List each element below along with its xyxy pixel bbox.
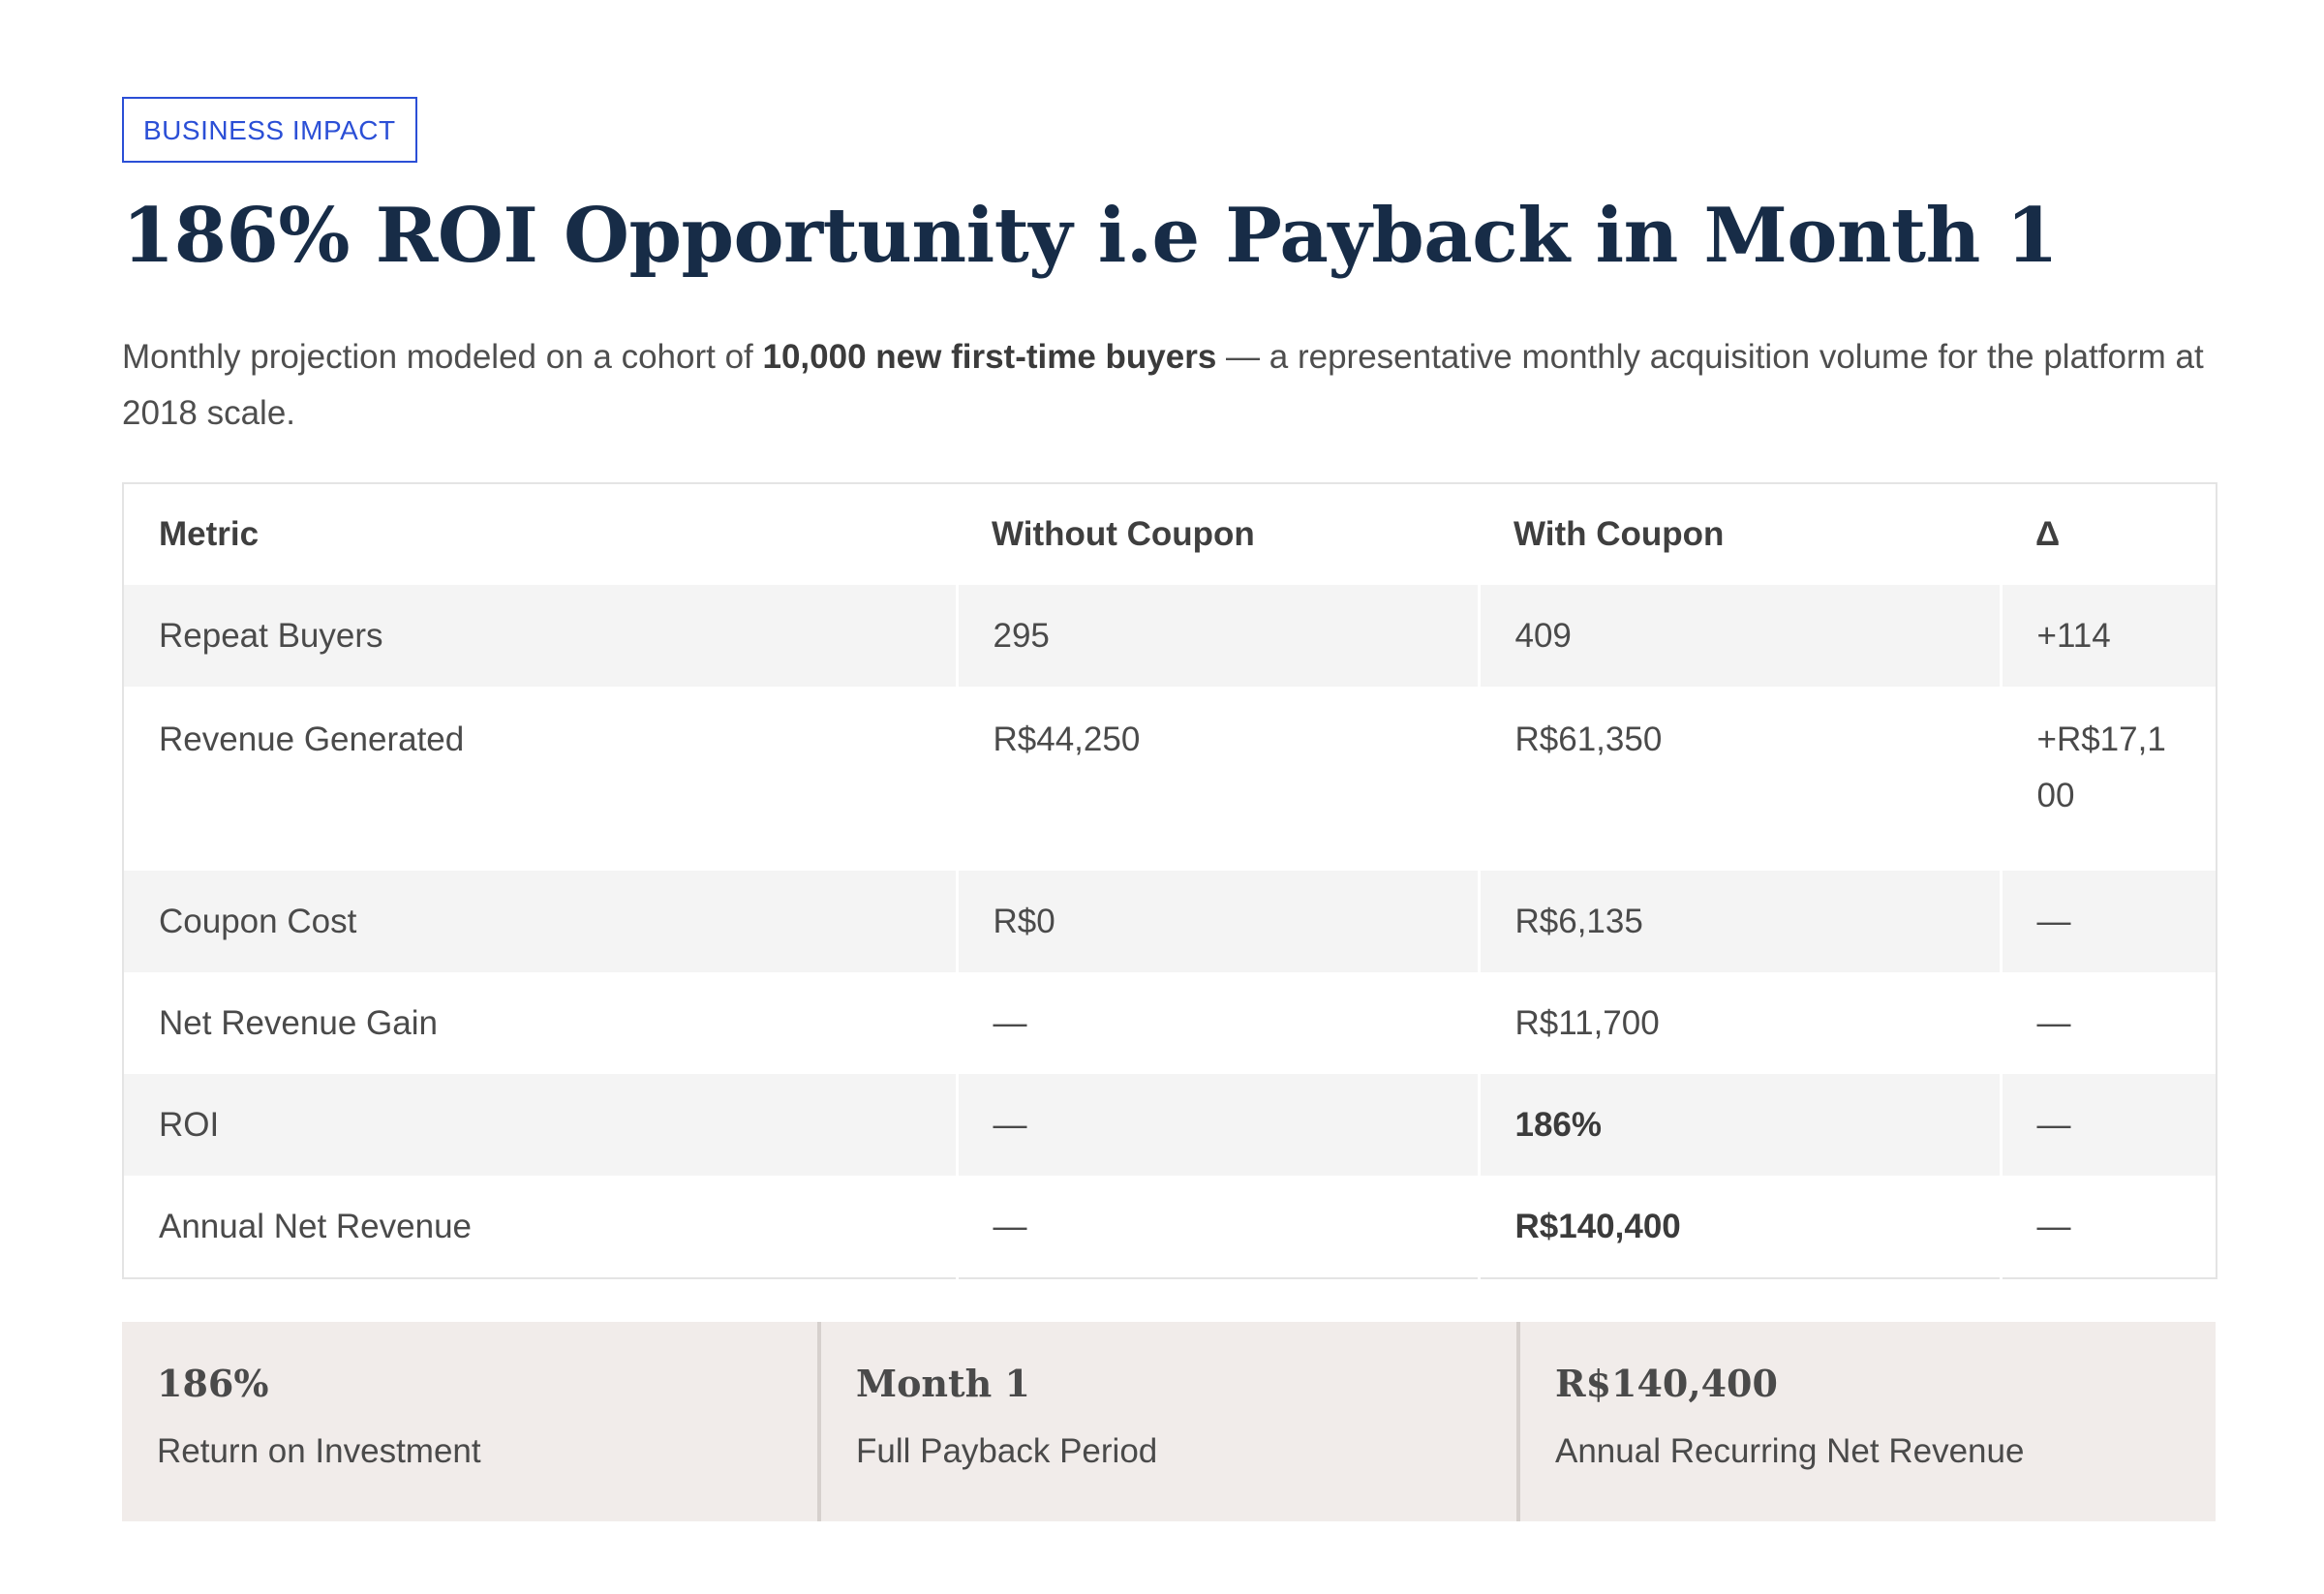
column-header-delta: Δ (2001, 483, 2217, 585)
without-coupon-cell: — (957, 1176, 1479, 1278)
without-coupon-cell: — (957, 972, 1479, 1074)
kpi-card-annual-revenue (1516, 1322, 2216, 1521)
kpi-value: R$140,400 (1555, 1362, 1778, 1405)
delta-cell: +R$17,100 (2001, 687, 2217, 871)
metrics-table (122, 482, 2217, 1279)
kpi-strip (122, 1322, 2216, 1521)
delta-cell: +114 (2001, 585, 2217, 687)
metric-cell: Revenue Generated (159, 720, 465, 758)
delta-cell: — (2001, 871, 2217, 972)
kpi-card-roi (122, 1322, 817, 1521)
delta-cell: — (2001, 1176, 2217, 1278)
with-coupon-cell: R$6,135 (1479, 871, 2001, 972)
table-row (123, 1074, 2217, 1176)
with-coupon-cell: 186% (1479, 1074, 2001, 1176)
with-coupon-cell: R$140,400 (1479, 1176, 2001, 1278)
with-coupon-cell: R$61,350 (1479, 687, 2001, 871)
intro-emphasis: 10,000 new first-time buyers (762, 338, 1217, 376)
intro-paragraph (122, 329, 2214, 442)
column-header-with-coupon: With Coupon (1479, 483, 2001, 585)
kpi-label: Full Payback Period (856, 1432, 1158, 1470)
intro-text-after: — a representative monthly acquisition volume for the platform at 2018 scale. (122, 338, 2204, 432)
delta-cell: — (2001, 972, 2217, 1074)
metric-cell: ROI (123, 1074, 957, 1176)
table-row (123, 1176, 2217, 1278)
intro-text-before: Monthly projection modeled on a cohort of (122, 338, 763, 376)
without-coupon-cell: 295 (957, 585, 1479, 687)
column-header-without-coupon: Without Coupon (957, 483, 1479, 585)
kpi-card-payback (817, 1322, 1516, 1521)
without-coupon-cell: R$0 (957, 871, 1479, 972)
table-row (123, 871, 2217, 972)
table-row (123, 972, 2217, 1074)
table-header-row (123, 483, 2217, 585)
kpi-label: Return on Investment (157, 1432, 481, 1470)
table-row (123, 687, 2217, 871)
without-coupon-cell: — (957, 1074, 1479, 1176)
without-coupon-cell: R$44,250 (957, 687, 1479, 871)
metric-cell: Repeat Buyers (123, 585, 957, 687)
metric-cell: Coupon Cost (123, 871, 957, 972)
kpi-label: Annual Recurring Net Revenue (1555, 1432, 2025, 1470)
with-coupon-cell: 409 (1479, 585, 2001, 687)
column-header-metric: Metric (123, 483, 957, 585)
kpi-value: 186% (157, 1362, 269, 1405)
section-tag: BUSINESS IMPACT (122, 97, 417, 163)
kpi-value: Month 1 (856, 1362, 1030, 1405)
with-coupon-cell: R$11,700 (1479, 972, 2001, 1074)
table-row (123, 585, 2217, 687)
metric-cell: Annual Net Revenue (159, 1207, 472, 1245)
page-title: 186% ROI Opportunity i.e Payback in Month 1 (122, 192, 2059, 280)
delta-cell: — (2001, 1074, 2217, 1176)
metric-cell: Net Revenue Gain (159, 1003, 438, 1042)
